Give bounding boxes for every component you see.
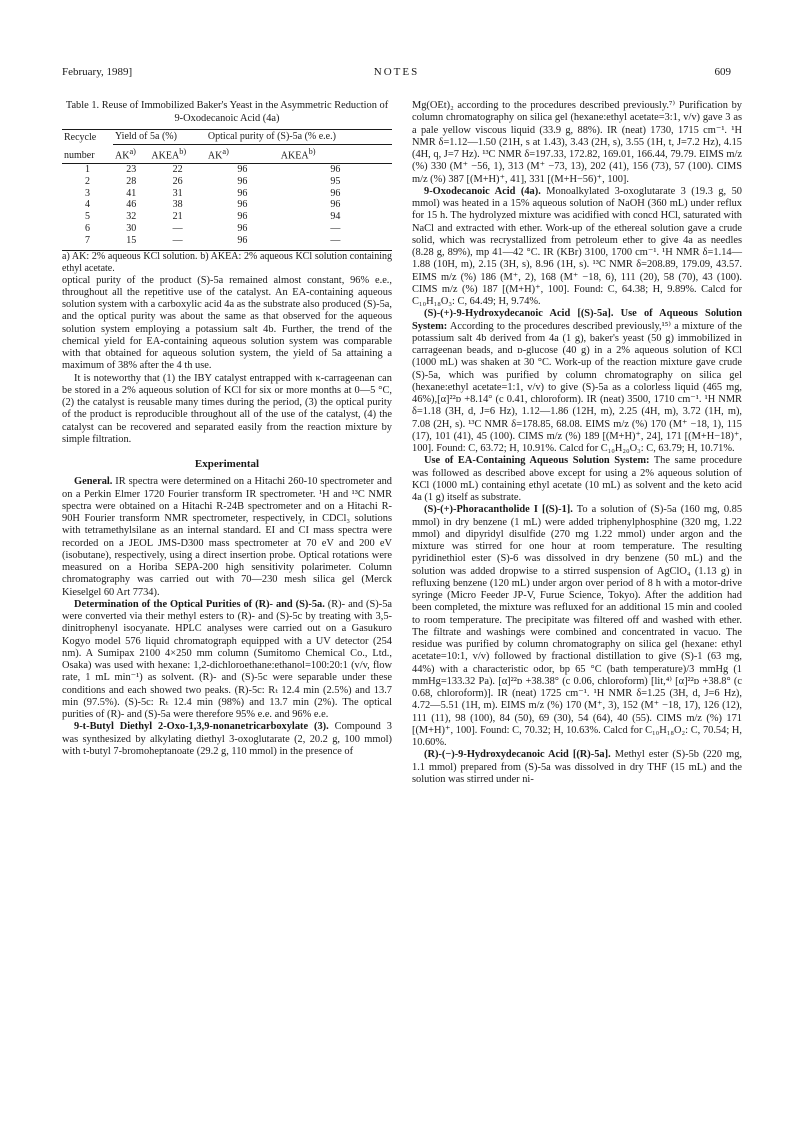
run-in-heading: 9-Oxodecanoic Acid (4a). [424,185,541,197]
table-cell: 46 [126,199,137,211]
paragraph-text: According to the procedures described previously,¹⁵⁾ a mixture of the potassium salt 4b derived from 4a (1 g), baker's yeast (50 g) immobilized in carrageenan beads, and ᴅ-glucose (40 g) in a 2% aqueous solution of KCl (1000 mL) was shaken at 30 °C. Work-up of the reaction mixture gave crude (S)-5a, which was purified by column chromatography on silica gel (hexane:ethyl acetate=1:1, v/v) to give (S)-5a as a colorless liquid (465 mg, 46%),[α]²²ᴅ +8.14° (c 0.41, chloroform). IR (neat) 3500, 1710 cm⁻¹. ¹H NMR δ=1.18 (3H, d, J=6 Hz), 1.12—1.86 (12H, m), 2.25 (4H, m), 3.72 (1H, m), 7.08 (2H, s). ¹³C NMR δ=178.85, 68.08. EIMS m/z (%) 170 (M⁺ −18, 1), 115 (17), 101 (41), 45 (100). CIMS m/z (%) 189 [(M+H)⁺, 24], 171 [(M+H−18)⁺, 100]. Found: C, 63.72; H, 10.91%. Calcd for C₁₀H₂₀O₃: C, 63.79; H, 10.71%. [412,320,742,454]
table-cell: 96 [330,187,341,199]
experimental-paragraph [62,476,392,599]
paragraph-text: Methyl ester (S)-5b (220 mg, 1.1 mmol) prepared from (S)-5a was dissolved in dry THF (15 mL) and the solution was stirred under ni- [412,749,742,785]
table-cell: 96 [330,199,341,211]
paragraph-text: The same procedure was followed as described above except for using a 2% aqueous solution of KCl (1000 mL) containing ethyl acetate (10 mL) as solvent and the keto acid 4a (1 g) itself as substrate. [412,455,742,503]
table-cell: 21 [172,211,183,223]
experimental-paragraph [62,721,392,758]
table-cell: 96 [237,211,248,223]
table-cell: 2 [85,175,90,187]
table-cell: 30 [126,222,137,234]
run-in-heading: (S)-(+)-Phoracantholide I [(S)-1]. [424,504,573,516]
left-column [62,100,392,758]
page-number: 609 [714,66,731,78]
table-cell: 95 [330,175,341,187]
table-cell: 6 [85,222,90,234]
experimental-paragraph [412,186,742,309]
table-cell: 1 [85,163,90,175]
table-row [62,176,392,188]
table-row [62,163,392,175]
table-cell: 3 [85,187,90,199]
table-cell: 96 [330,163,341,175]
body-paragraph: It is noteworthy that (1) the IBY catalyst entrapped with κ-carrageenan can be stored in a 2% aqueous solution of KCl for six or more months at 0—5 °C, (2) the catalyst is reusable many times during the period, (3) the optical purity of the product is reproducible throughout all of the use of the catalyst, (4) the catalyst can be recovered and separated easily from the reaction mixture by simple filtration. [62,372,392,445]
body-paragraph: Mg(OEt)₂ according to the procedures described previously.⁷⁾ Purification by column chromatography on silica gel (hexane:ethyl acetate=3:1, v/v) gave 3 as a pale yellow viscous liquid (33.9 g, 88%). IR (neat) 1730, 1715 cm⁻¹. ¹H NMR δ=1.12—1.50 (21H, s at 1.43), 3.43 (2H, s), 3.55 (1H, t, J=7.2 Hz), 4.15 (4H, q, J=7 Hz). ¹³C NMR δ=197.33, 172.82, 169.01, 166.44, 79.79. EIMS m/z (%) 330 (M⁺ −56, 1), 313 (M⁺ −73, 13), 202 (41), 156 (73), 57 (100). CIMS m/z (%) 387 [(M+H)⁺, 41], 331 [(M+H−56)⁺, 100]. [412,100,742,185]
experimental-paragraph [412,749,742,786]
table-cell: 96 [237,199,248,211]
run-in-heading: General. [74,476,113,488]
table-cell: 15 [113,235,149,250]
section-heading: Experimental [194,458,260,470]
table-cell: 28 [126,175,137,187]
header-date: February, 1989] [62,66,133,78]
table-cell: 96 [237,222,248,234]
reuse-table [62,129,392,251]
experimental-paragraph [412,308,742,455]
table-cell: 31 [172,187,183,199]
body-paragraph: optical purity of the product (S)-5a remained almost constant, 96% e.e., throughout all the repetitive use of the catalyst. An EA-containing aqueous solution system with a carboxylic acid 4a as the substrate also produced (S)-5a, and the optical purity was about the same as that observed for the aqueous solution system employing a potassium salt 4b. Further, the trend of the chemical yield for EA-containing aqueous solution system was comparable with that obtained for aqueous solution system, the yield of 5a attaining a maximum of 38% after the 4 th use. [62,274,392,372]
table-header-number: number [62,144,113,163]
table-footnote: a) AK: 2% aqueous KCl solution. b) AKEA: 2% aqueous KCl solution containing ethyl acetate. [62,250,392,274]
table-cell: 4 [85,199,90,211]
page-header [62,66,731,82]
table-cell: 23 [126,163,137,175]
paragraph-text: (R)- and (S)-5a were converted via their methyl esters to (R)- and (S)-5c by treating with 3,5-dinitrophenyl isocyanate. HPLC analyses were carried out on a Gasukuro Kogyo model 576 liquid chromatograph equipped with a UV detector (254 nm). A Sumipax 2100 4×250 mm column (Sumitomo Chemical Co., Ltd., Osaka) was used with hexane: 1,2-dichloroethane:ethanol=100:20:1 (v/v, flow rate, 1 mL min⁻¹) as solvent. (R)- and (S)-5c were separable under these conditions and each showed two peaks. (R)-5c: Rₜ 12.4 min (2.5%) and 13.7 min (97.5%). (S)-5c: Rₜ 12.4 min (98%) and 13.7 min (2%). The optical purities of (R)- and (S)-5a were therefore 95% e.e. and 96% e.e. [62,598,392,720]
paragraph-text: To a solution of (S)-5a (160 mg, 0.85 mmol) in dry benzene (1 mL) were added triphenylphosphine (320 mg, 1.22 mmol) and dipyridyl disulfide (270 mg 1.22 mmol) under argon and the mixture was stirred for one hour at room temperature. The resulting pyridinethiol ester (S)-6 was dissolved in dry benzene (50 mL) and the solution was added dropwise to a stirred suspension of AgClO₄ (1.13 g) in refluxing benzene (120 mL) under argon over period of 8 h with a motor-drive syringe (Micro Feeder JP-V, Furue Science, Tokyo). After the addition had been completed, the mixture was refluxed for an additional 15 min and cooled to room temperature. The precipitate was filtered off and washed with ether. The filtrate and washings were combined and concentrated in vacuo. The residue was purified by column chromatography on silica gel (hexane: ethyl acetate=10:1, v/v) followed by fractional distillation to give (S)-1 (63 mg, 44%) with a characteristic odor, bp 65 °C (bath temperature)/3 mmHg (1 mmHg=133.32 Pa). [α]²²ᴅ +38.38° (c 0.06, chloroform) [lit,⁴⁾ [α]²²ᴅ +38.8° (c 0.68, chloroform)]. IR (neat) 1725 cm⁻¹. ¹H NMR δ=1.25 (3H, d, J=6 Hz), 4.72—5.51 (1H, m). EIMS m/z (%) 170 (M⁺, 3), 152 (M⁺ −18, 17), 126 (12), 111 (11), 98 (100), 84 (50), 69 (30), 54 (64), 40 (55). CIMS m/z (%) 171 [(M+H)⁺, 100]. Found: C, 70.32; H, 10.63%. Calcd for C₁₀H₁₈O₂: C, 70.54; H, 10.60%. [412,504,743,748]
table-header-akea: AKEA$^{b)}$ [149,144,206,163]
table-row [62,199,392,211]
table-cell: 38 [172,199,183,211]
experimental-paragraph [412,455,742,504]
table-row [62,188,392,200]
table-cell: 96 [237,187,248,199]
table-cell: 96 [237,163,248,175]
run-in-heading: (R)-(−)-9-Hydroxydecanoic Acid [(R)-5a]. [424,749,611,761]
table-cell: 22 [172,163,183,175]
table-cell: — [330,222,341,234]
table-row [62,211,392,223]
table-header-ak: AK$^{a)}$ [206,144,279,163]
run-in-heading: 9-t-Butyl Diethyl 2-Oxo-1,3,9-nonanetricarboxylate (3). [74,721,329,733]
table-row [62,223,392,235]
run-in-heading: Use of EA-Containing Aqueous Solution System: [424,455,650,467]
paragraph-text: Monoalkylated 3-oxoglutarate 3 (19.3 g, 50 mmol) was heated in a 15% aqueous solution of NaOH (360 mL) under reflux for 15 h. The hydrolyzed mixture was acidified with concd HCl, saturated with NaCl and extracted with ether. Work-up of the ethereal solution gave a crude solid, which was recrystallized from petroleum ether to give 4a as needles (8.28 g, 89%), mp 41—42 °C. IR (KBr) 3100, 1700 cm⁻¹. ¹H NMR δ=1.14—1.88 (10H, m), 2.15 (3H, s), 8.96 (1H, s). ¹³C NMR δ=208.89, 179.09, 43.57. EIMS m/z (%) 186 (M⁺, 2), 168 (M⁺ −18, 6), 111 (20), 58 (70), 43 (100). CIMS m/z (%) 187 [(M+H)⁺, 100]. Found: C, 64.38; H, 9.89%. Calcd for C₁₀H₁₈O₃: C, 64.49; H, 9.74%. [412,185,742,307]
table-cell: 32 [126,211,137,223]
table-header-purity: Optical purity of (S)-5a (% e.e.) [206,130,392,145]
right-column [412,100,742,786]
table-cell: 94 [330,211,341,223]
table-cell: 96 [206,235,279,250]
table-cell: — [279,235,392,250]
table-cell: 41 [126,187,137,199]
table-cell: 5 [85,211,90,223]
experimental-paragraph [412,504,742,749]
experimental-paragraph [62,599,392,722]
table-header-yield: Yield of 5a (%) [113,130,206,145]
table-caption: Table 1. Reuse of Immobilized Baker's Yeast in the Asymmetric Reduction of 9-Oxodecanoic Acid (4a) [65,100,389,124]
run-in-heading: (S)-(+)-9-Hydroxydecanoic Acid [(S)-5a]. Use of Aqueous Solution System: [412,308,742,332]
table-row [62,235,392,250]
table-cell: 7 [62,235,113,250]
header-journal-section: NOTES [373,66,420,78]
table-header-akea: AKEA$^{b)}$ [279,144,392,163]
paragraph-text: Compound 3 was synthesized by alkylating diethyl 3-oxoglutarate (2, 20.2 g, 100 mmol) with t-butyl 7-bromoheptanoate (29.2 g, 110 mmol) in the presence of [62,721,393,757]
table-header-ak: AK$^{a)}$ [113,144,149,163]
table-cell: 96 [237,175,248,187]
table-cell: 26 [172,175,183,187]
paragraph-text: IR spectra were determined on a Hitachi 260-10 spectrometer and on a Perkin Elmer 1720 Fourier transform IR spectrometer. ¹H and ¹³C NMR spectra were obtained on a Hitachi R-24B spectrometer and on a Hitachi R-90H Fourier transform NMR spectrometer, respectively, in CDCl₃ solutions with tetramethylsilane as an internal standard. EI and CI mass spectra were recorded on a JEOL JMS-D300 mass spectrometer at 70 eV and 200 eV (isobutane), respectively, using a direct insertion probe. Optical rotations were measured on a Horiba SEPA-200 high sensitivity polarimeter. Column chromatography was carried out with 70—230 mesh silica gel (Merck Kieselgel 60 Art 7734). [62,476,392,598]
table-cell: — [172,222,183,234]
table-header-recycle: Recycle [62,130,113,145]
run-in-heading: Determination of the Optical Purities of (R)- and (S)-5a. [74,598,325,610]
table-cell: — [149,235,206,250]
